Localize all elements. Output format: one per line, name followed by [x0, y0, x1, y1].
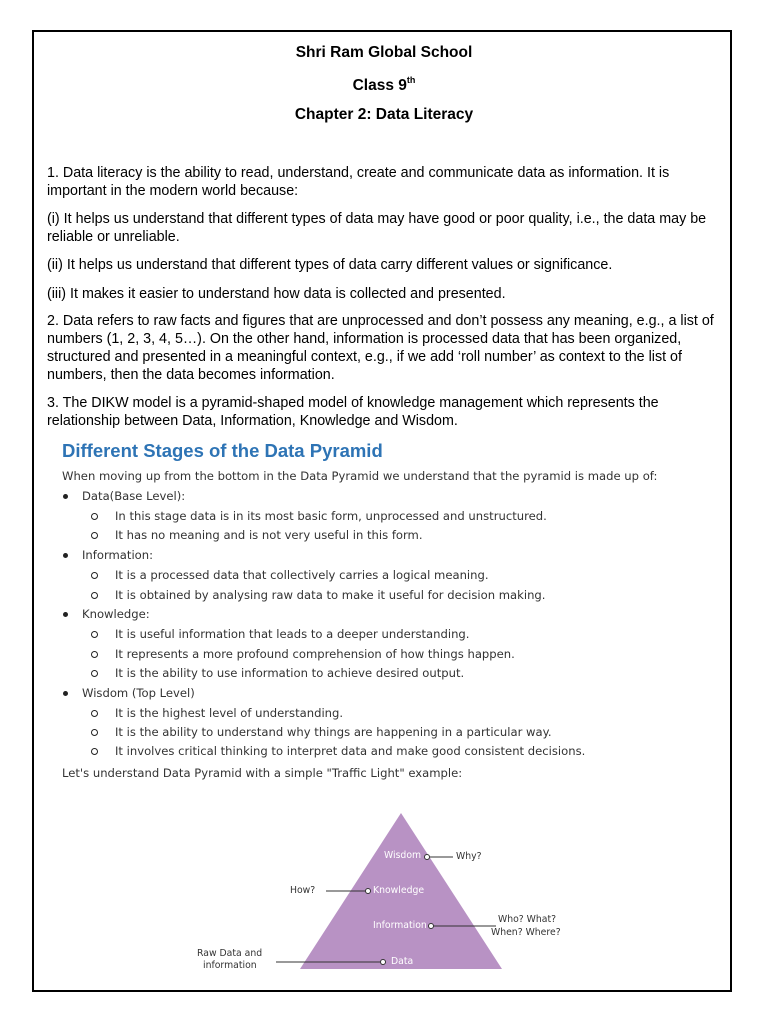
chapter-title: Chapter 2: Data Literacy	[294, 106, 474, 123]
callout-when-where: When? Where?	[491, 927, 561, 938]
level-title-information: Information:	[82, 548, 154, 562]
paragraph-3: 3. The DIKW model is a pyramid-shaped model of knowledge management which represents the relationship between Data, Information, Knowledge and Wisdom.	[47, 395, 659, 429]
level-point: It is the ability to use information to achieve desired output.	[115, 666, 465, 680]
pyramid-heading: Different Stages of the Data Pyramid	[62, 440, 383, 461]
level-title-wisdom: Wisdom (Top Level)	[82, 686, 195, 700]
level-title-data: Data(Base Level):	[82, 489, 186, 503]
level-point: In this stage data is in its most basic form, unprocessed and unstructured.	[115, 509, 547, 523]
callout-raw-data: Raw Data and	[197, 948, 263, 959]
data-marker	[381, 960, 386, 965]
wisdom-marker	[425, 855, 430, 860]
paragraph-1-iii: (iii) It makes it easier to understand how data is collected and presented.	[47, 286, 506, 302]
paragraph-2: 2. Data refers to raw facts and figures that are unprocessed and don’t possess any meaning, e.g., a list of numbers (1, 2, 3, 4, 5…). On the other hand, information is processed data that has been organized, structured and presented in a meaningful context, e.g., if we add ‘roll number’ as context to the list of numbers, then the data becomes information.	[47, 313, 714, 383]
pyramid-label-wisdom: Wisdom	[384, 850, 422, 861]
level-point: It is obtained by analysing raw data to make it useful for decision making.	[115, 588, 546, 602]
callout-who-what: Who? What?	[498, 914, 557, 925]
class-text: Class 9	[352, 77, 407, 94]
class-superscript: th	[406, 75, 416, 85]
callout-why: Why?	[456, 851, 482, 862]
level-point: It is the highest level of understanding.	[115, 706, 344, 720]
paragraph-1-ii: (ii) It helps us understand that different types of data carry different values or significance.	[47, 257, 613, 273]
callout-information: information	[203, 960, 257, 971]
level-point: It is the ability to understand why things are happening in a particular way.	[115, 725, 552, 739]
paragraph-1: 1. Data literacy is the ability to read, understand, create and communicate data as information. It is important in the modern world because:	[47, 165, 670, 199]
level-point: It is a processed data that collectively carries a logical meaning.	[115, 568, 489, 582]
pyramid-label-data: Data	[391, 956, 414, 967]
callout-how: How?	[290, 885, 316, 896]
pyramid-label-information: Information	[373, 920, 427, 931]
information-marker	[429, 924, 434, 929]
school-name: Shri Ram Global School	[295, 44, 473, 61]
paragraph-1-i: (i) It helps us understand that different types of data may have good or poor quality, i.e., the data may be reliable or unreliable.	[47, 211, 707, 245]
level-point: It represents a more profound comprehension of how things happen.	[115, 647, 515, 661]
knowledge-marker	[366, 889, 371, 894]
traffic-light-intro: Let's understand Data Pyramid with a simple "Traffic Light" example:	[62, 766, 463, 780]
level-point: It is useful information that leads to a deeper understanding.	[115, 627, 470, 641]
pyramid-intro: When moving up from the bottom in the Data Pyramid we understand that the pyramid is made up of:	[62, 469, 658, 483]
level-point: It has no meaning and is not very useful in this form.	[115, 528, 423, 542]
level-title-knowledge: Knowledge:	[82, 607, 150, 621]
level-point: It involves critical thinking to interpret data and make good consistent decisions.	[115, 744, 586, 758]
pyramid-label-knowledge: Knowledge	[373, 885, 425, 896]
